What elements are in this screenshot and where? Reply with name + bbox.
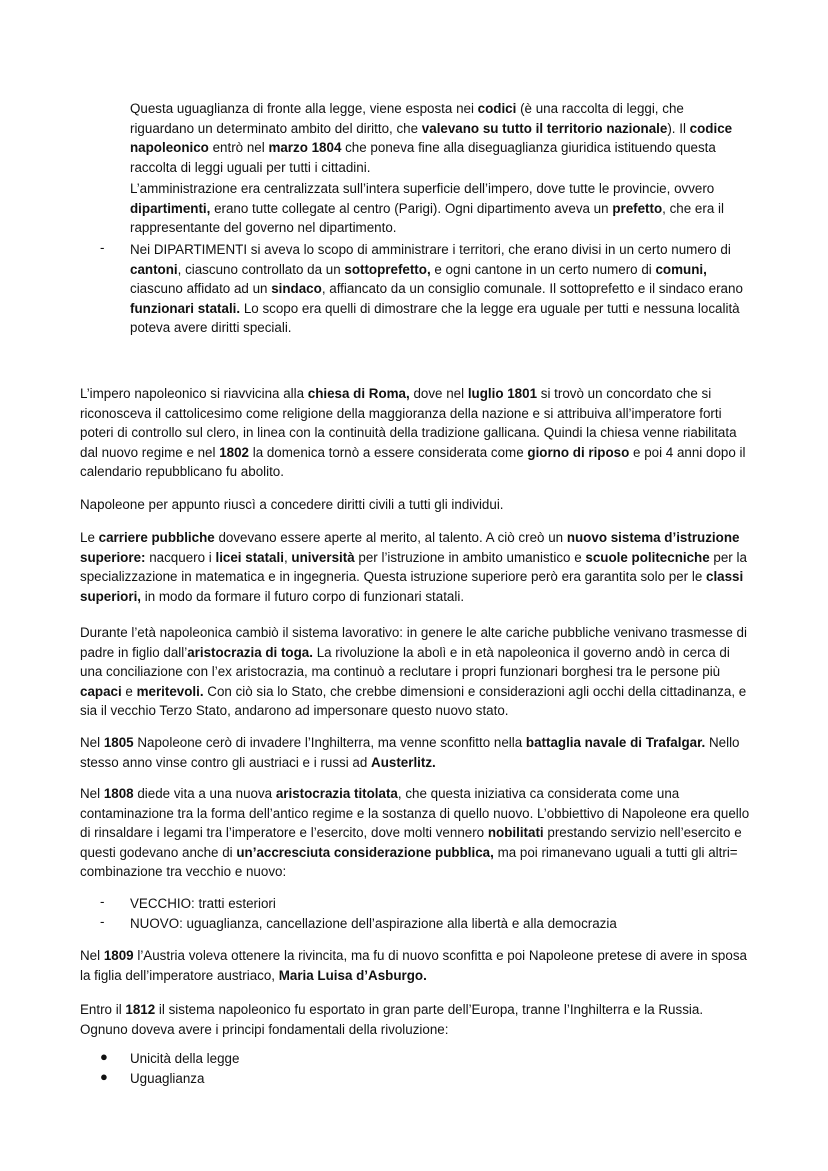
paragraph-1808: Nel 1808 diede vita a una nuova aristocrazia titolata, che questa iniziativa ca considerata come una contaminazione tra la forma dell’antico regime e la sostanza di quello nuovo. L’obbiettivo di Napoleone era quello di rinsaldare i legami tra l’imperatore e l’esercito, dove molti vennero nobilitati prestando servizio nell’esercito e questi godevano anche di un’accresciuta considerazione pubblica, ma poi rimanevano uguali a tutti gli altri= combinazione tra vecchio e nuovo:: [80, 786, 750, 879]
paragraph-1809: Nel 1809 l’Austria voleva ottenere la rivincita, ma fu di nuovo sconfitta e poi Napoleone pretese di avere in sposa la figlia dell’imperatore austriaco, Maria Luisa d’Asburgo.: [80, 948, 747, 983]
paragraph-amministrazione: L’amministrazione era centralizzata sull’intera superficie dell’impero, dove tutte le provincie, ovvero dipartimenti, erano tutte collegate al centro (Parigi). Ogni dipartimento aveva un prefetto, che era il rappresentante del governo nel dipartimento.: [130, 181, 724, 235]
bold-term: chiesa di Roma,: [307, 386, 410, 401]
bullet-marker: ●: [100, 1049, 108, 1064]
bold-term: cantoni: [130, 261, 178, 277]
bold-term: licei statali: [215, 549, 284, 565]
bold-term: battaglia navale di Trafalgar.: [525, 735, 706, 750]
bold-term: sindaco: [271, 281, 322, 296]
bold-term: 1808: [103, 786, 134, 801]
paragraph-diritti: Napoleone per appunto riuscì a concedere diritti civili a tutti gli individui.: [80, 497, 504, 512]
bold-term: meritevoli.: [136, 683, 204, 699]
paragraph-1812: Entro il 1812 il sistema napoleonico fu esportato in gran parte dell’Europa, tranne l’Inghilterra e la Russia. Ognuno doveva avere i principi fondamentali della rivoluzione:: [80, 1002, 704, 1037]
bold-term: codice napoleonico: [130, 120, 733, 155]
list-text: Unicità della legge: [130, 1051, 240, 1066]
bold-term: codici: [477, 101, 517, 116]
bold-term: Maria Luisa d’Asburgo.: [278, 967, 427, 983]
bold-term: scuole politecniche: [585, 549, 710, 565]
list-text: Uguaglianza: [130, 1071, 205, 1086]
bold-term: un’accresciuta considerazione pubblica,: [236, 844, 494, 860]
bold-term: aristocrazia titolata: [275, 786, 398, 801]
bold-term: comuni,: [655, 261, 707, 277]
bold-term: 1809: [103, 948, 134, 963]
bold-term: 1812: [125, 1002, 156, 1017]
list-text: NUOVO: uguaglianza, cancellazione dell’aspirazione alla libertà e alla democrazia: [130, 916, 617, 931]
bold-term: marzo 1804: [268, 140, 342, 155]
paragraph-lavoro: Durante l’età napoleonica cambiò il sistema lavorativo: in genere le alte cariche pubbliche venivano trasmesse di padre in figlio dall’aristocrazia di toga. La rivoluzione la abolì e in età napoleonica il governo andò in cerca di una conciliazione con l’ex aristocrazia, ma continuò a reclutare i propri funzionari borghesi tra le persone più capaci e meritevoli. Con ciò sia lo Stato, che crebbe dimensioni e considerazioni agli occhi della cittadinanza, e sia il vecchio Terzo Stato, andarono ad impersonare questo nuovo stato.: [80, 625, 747, 718]
bold-term: luglio 1801: [467, 386, 538, 401]
bold-term: classi superiori,: [80, 569, 744, 604]
bold-term: valevano su tutto il territorio nazionale: [421, 120, 668, 136]
bold-term: sottoprefetto,: [344, 261, 431, 277]
bullet-marker: ●: [100, 1069, 108, 1084]
dash-marker: -: [100, 894, 105, 909]
bold-term: carriere pubbliche: [98, 530, 215, 545]
paragraph-dipartimenti: Nei DIPARTIMENTI si aveva lo scopo di amministrare i territori, che erano divisi in un certo numero di cantoni, ciascuno controllato da un sottoprefetto, e ogni cantone in un certo numero di comuni, ciascuno affidato ad un sindaco, affiancato da un consiglio comunale. Il sottoprefetto e il sindaco erano funzionari statali. Lo scopo era quelli di dimostrare che la legge era uguale per tutti e nessuna località poteva avere diritti speciali.: [130, 242, 743, 335]
paragraph-carriere: Le carriere pubbliche dovevano essere aperte al merito, al talento. A ciò creò un nuovo sistema d’istruzione superiore: nacquero i licei statali, università per l’istruzione in ambito umanistico e scuole politecniche per la specializzazione in matematica e in ingegneria. Questa istruzione superiore però era garantita solo per le classi superiori, in modo da formare il futuro corpo di funzionari statali.: [80, 530, 747, 604]
bold-term: nobilitati: [487, 825, 544, 840]
bold-term: giorno di riposo: [527, 444, 630, 460]
bold-term: 1802: [219, 444, 249, 460]
bold-term: aristocrazia di toga.: [187, 644, 313, 660]
bold-term: capaci: [80, 683, 122, 699]
paragraph-chiesa: L’impero napoleonico si riavvicina alla chiesa di Roma, dove nel luglio 1801 si trovò un concordato che si riconosceva il cattolicesimo come religione della maggioranza della nazione e si attribuiva all’imperatore forti poteri di controllo sul clero, in linea con la continuità della tradizione gallicana. Quindi la chiesa venne riabilitata dal nuovo regime e nel 1802 la domenica tornò a essere considerata come giorno di riposo e poi 4 anni dopo il calendario repubblicano fu abolito.: [80, 386, 746, 479]
dash-marker: -: [100, 914, 105, 929]
bold-term: Austerlitz.: [371, 754, 436, 770]
paragraph-1805: Nel 1805 Napoleone cerò di invadere l’Inghilterra, ma venne sconfitto nella battaglia navale di Trafalgar. Nello stesso anno vinse contro gli austriaci e i russi ad Austerlitz.: [80, 735, 740, 770]
list-text: VECCHIO: tratti esteriori: [130, 896, 276, 911]
bold-term: prefetto: [612, 200, 663, 216]
paragraph-codici: Questa uguaglianza di fronte alla legge, viene esposta nei codici (è una raccolta di leggi, che riguardano un determinato ambito del diritto, che valevano su tutto il territorio nazionale). Il codice napoleonico entrò nel marzo 1804 che poneva fine alla diseguaglianza giuridica istituendo questa raccolta di leggi uguali per tutti i cittadini.: [130, 101, 733, 175]
bold-term: 1805: [103, 735, 134, 750]
bold-term: dipartimenti,: [130, 200, 211, 216]
bold-term: funzionari statali.: [130, 300, 241, 316]
bold-term: università: [291, 549, 355, 565]
dash-marker: -: [100, 240, 105, 255]
bold-term: nuovo sistema d’istruzione superiore:: [80, 530, 740, 565]
